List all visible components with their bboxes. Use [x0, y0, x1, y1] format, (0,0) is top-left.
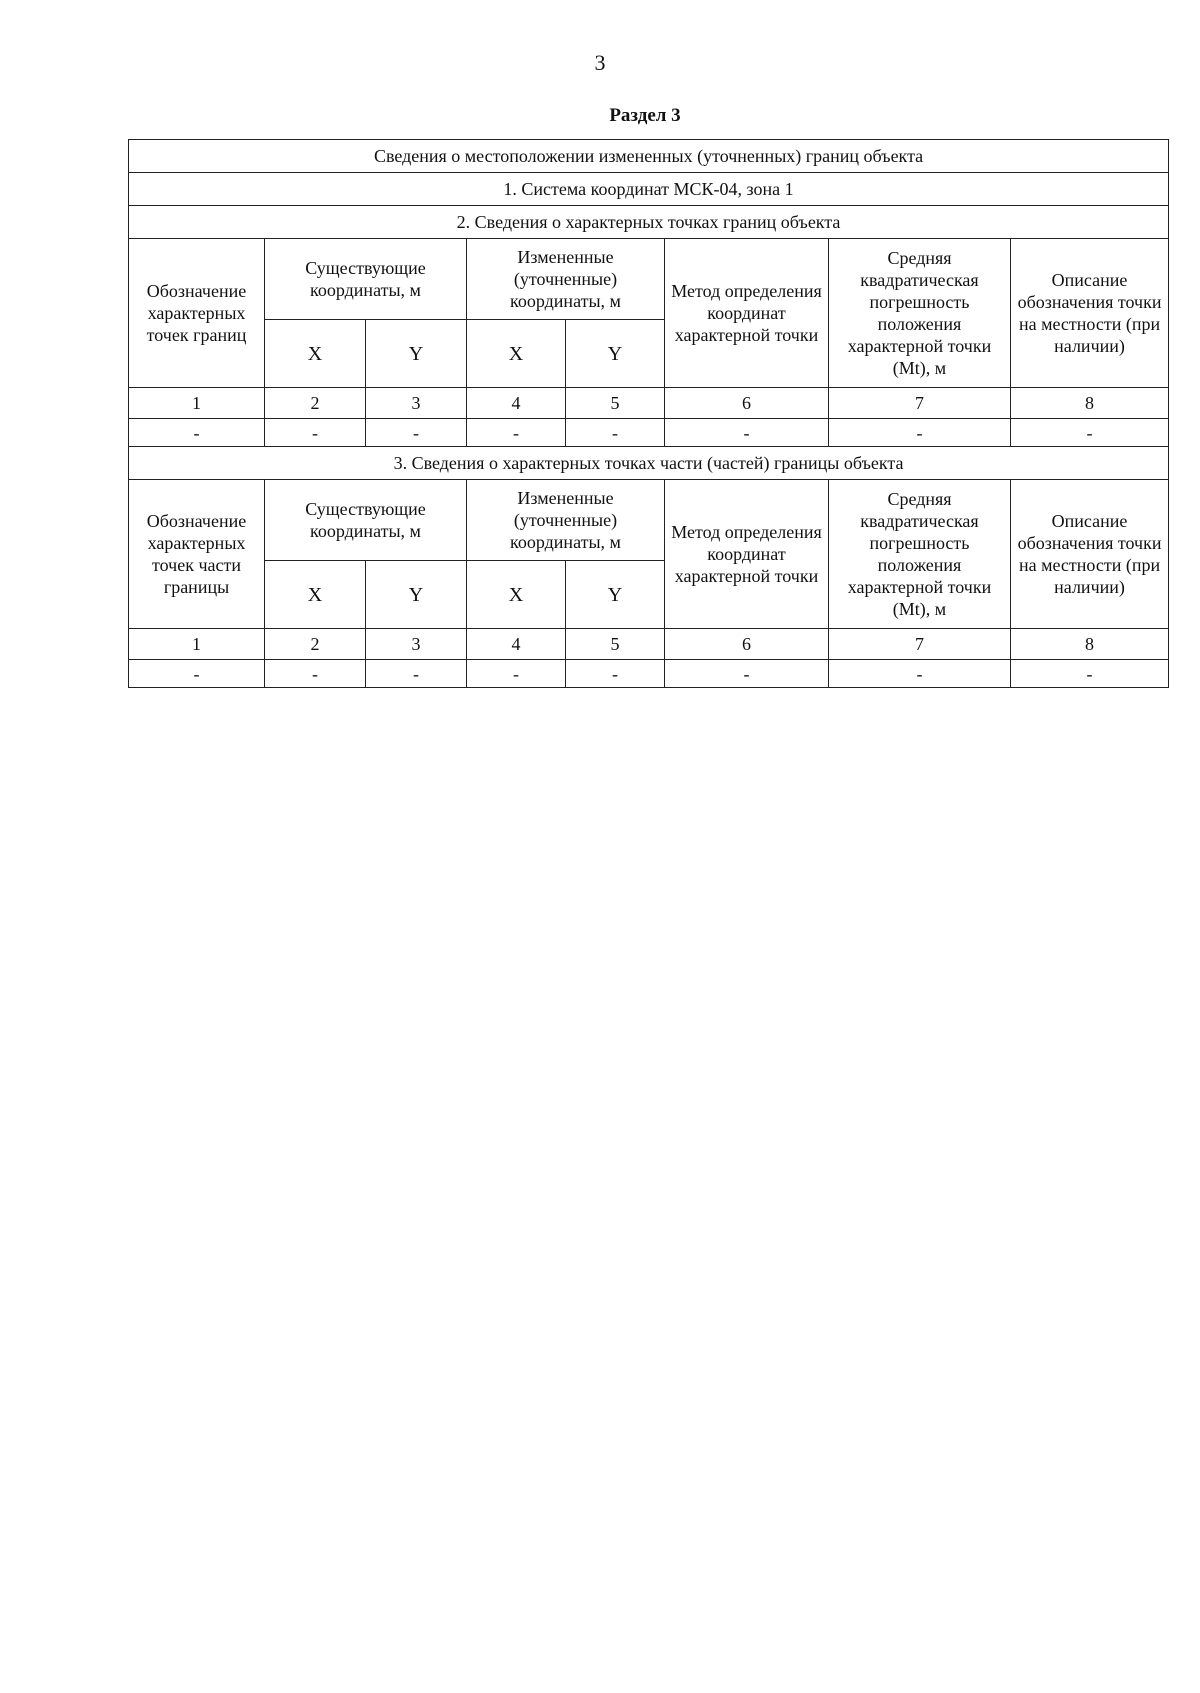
boundary-table-container [128, 139, 1168, 688]
column-number: 2 [265, 629, 366, 660]
table-cell: - [467, 419, 566, 447]
table-cell: - [265, 660, 366, 688]
table-cell: - [665, 660, 829, 688]
column-number: 7 [829, 629, 1011, 660]
block2-number-row [129, 629, 1169, 660]
block1-data-row [129, 419, 1169, 447]
table-cell: - [1011, 419, 1169, 447]
block1-description-header: Описание обозначения точки на местности (при наличии) [1011, 239, 1169, 388]
table-cell: - [366, 419, 467, 447]
coord-system: 1. Система координат МСК-04, зона 1 [129, 173, 1169, 206]
table-cell: - [1011, 660, 1169, 688]
column-number: 3 [366, 388, 467, 419]
table-cell: - [829, 660, 1011, 688]
column-number: 1 [129, 388, 265, 419]
block1-number-row [129, 388, 1169, 419]
table-cell: - [566, 419, 665, 447]
block1-existing-header: Существующие координаты, м [265, 239, 467, 320]
column-number: 6 [665, 629, 829, 660]
column-number: 6 [665, 388, 829, 419]
column-number: 7 [829, 388, 1011, 419]
block2-changed-header: Измененные (уточненные) координаты, м [467, 480, 665, 561]
block1-changed-header: Измененные (уточненные) координаты, м [467, 239, 665, 320]
column-number: 1 [129, 629, 265, 660]
table-cell: - [265, 419, 366, 447]
block1-designation-header: Обозначение характерных точек границ [129, 239, 265, 388]
table-cell: - [129, 419, 265, 447]
block2-designation-header: Обозначение характерных точек части границы [129, 480, 265, 629]
block2-existing-y: Y [366, 561, 467, 629]
page-number: 3 [594, 50, 606, 75]
column-number: 4 [467, 388, 566, 419]
block1-title: 2. Сведения о характерных точках границ объекта [129, 206, 1169, 239]
block2-data-row [129, 660, 1169, 688]
boundary-table [128, 139, 1169, 688]
table-cell: - [566, 660, 665, 688]
block2-error-header: Средняя квадратическая погрешность положения характерной точки (Mt), м [829, 480, 1011, 629]
block1-existing-y: Y [366, 320, 467, 388]
block2-title: 3. Сведения о характерных точках части (частей) границы объекта [129, 447, 1169, 480]
block2-changed-x: X [467, 561, 566, 629]
block1-error-header: Средняя квадратическая погрешность положения характерной точки (Mt), м [829, 239, 1011, 388]
column-number: 3 [366, 629, 467, 660]
block2-method-header: Метод определения координат характерной точки [665, 480, 829, 629]
column-number: 2 [265, 388, 366, 419]
block2-description-header: Описание обозначения точки на местности (при наличии) [1011, 480, 1169, 629]
column-number: 8 [1011, 388, 1169, 419]
table-cell: - [129, 660, 265, 688]
table-title: Сведения о местоположении измененных (уточненных) границ объекта [129, 140, 1169, 173]
block1-existing-x: X [265, 320, 366, 388]
table-cell: - [467, 660, 566, 688]
block2-existing-x: X [265, 561, 366, 629]
column-number: 8 [1011, 629, 1169, 660]
column-number: 5 [566, 629, 665, 660]
column-number: 5 [566, 388, 665, 419]
block1-method-header: Метод определения координат характерной точки [665, 239, 829, 388]
table-cell: - [665, 419, 829, 447]
column-number: 4 [467, 629, 566, 660]
block1-changed-y: Y [566, 320, 665, 388]
block2-existing-header: Существующие координаты, м [265, 480, 467, 561]
table-cell: - [366, 660, 467, 688]
block2-changed-y: Y [566, 561, 665, 629]
table-cell: - [829, 419, 1011, 447]
section-title: Раздел 3 [609, 105, 681, 126]
block1-changed-x: X [467, 320, 566, 388]
